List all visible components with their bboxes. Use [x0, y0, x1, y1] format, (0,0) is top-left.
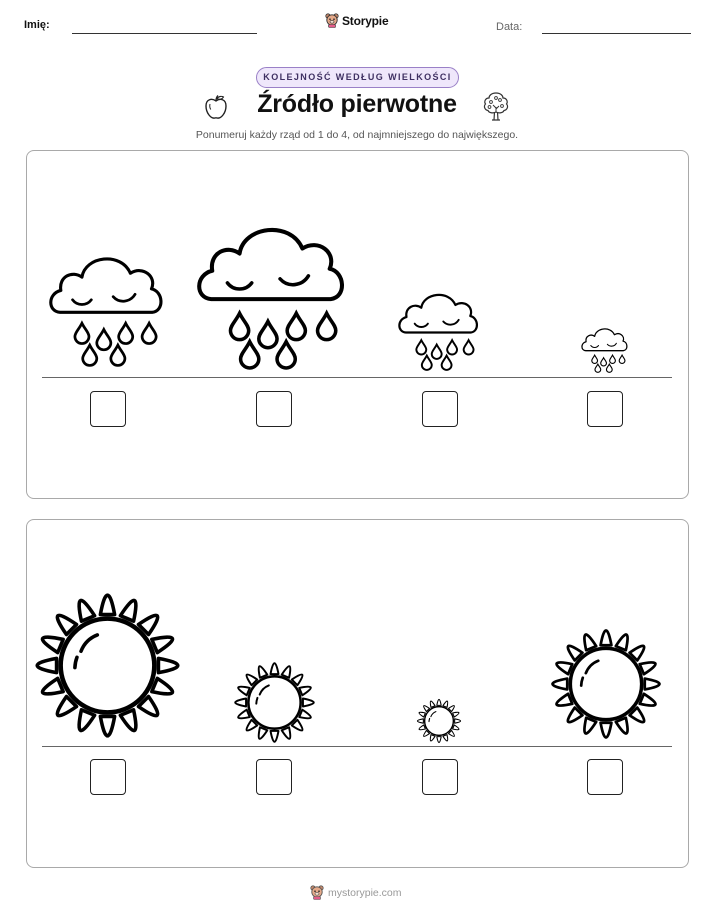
- rain-cloud-icon: [399, 295, 477, 370]
- sun-icon: [553, 631, 660, 738]
- answer-box-row1-2[interactable]: [256, 391, 292, 427]
- page-title: Źródło pierwotne: [257, 90, 457, 118]
- rain-cloud-icon: [199, 230, 342, 368]
- name-label: Imię:: [24, 19, 50, 31]
- footer-url[interactable]: mystorypie.com: [328, 886, 402, 899]
- sun-icon: [417, 699, 460, 742]
- answer-box-row1-4[interactable]: [587, 391, 623, 427]
- instructions: Ponumeruj każdy rząd od 1 do 4, od najmniejszego do największego.: [195, 129, 519, 141]
- rain-cloud-icon: [582, 329, 627, 372]
- answer-box-row2-3[interactable]: [422, 759, 458, 795]
- sun-icon: [37, 595, 178, 736]
- rain-cloud-icon: [51, 259, 161, 366]
- brand-name: Storypie: [342, 13, 389, 28]
- sun-icon: [235, 663, 313, 741]
- category-badge: KOLEJNOŚĆ WEDŁUG WIELKOŚCI: [256, 67, 459, 88]
- answer-box-row2-2[interactable]: [256, 759, 292, 795]
- footer: [310, 885, 402, 900]
- answer-box-row1-3[interactable]: [422, 391, 458, 427]
- answer-box-row1-1[interactable]: [90, 391, 126, 427]
- answer-box-row2-1[interactable]: [90, 759, 126, 795]
- bear-logo-icon: [310, 885, 324, 900]
- answer-box-row2-4[interactable]: [587, 759, 623, 795]
- date-label: Data:: [496, 21, 523, 33]
